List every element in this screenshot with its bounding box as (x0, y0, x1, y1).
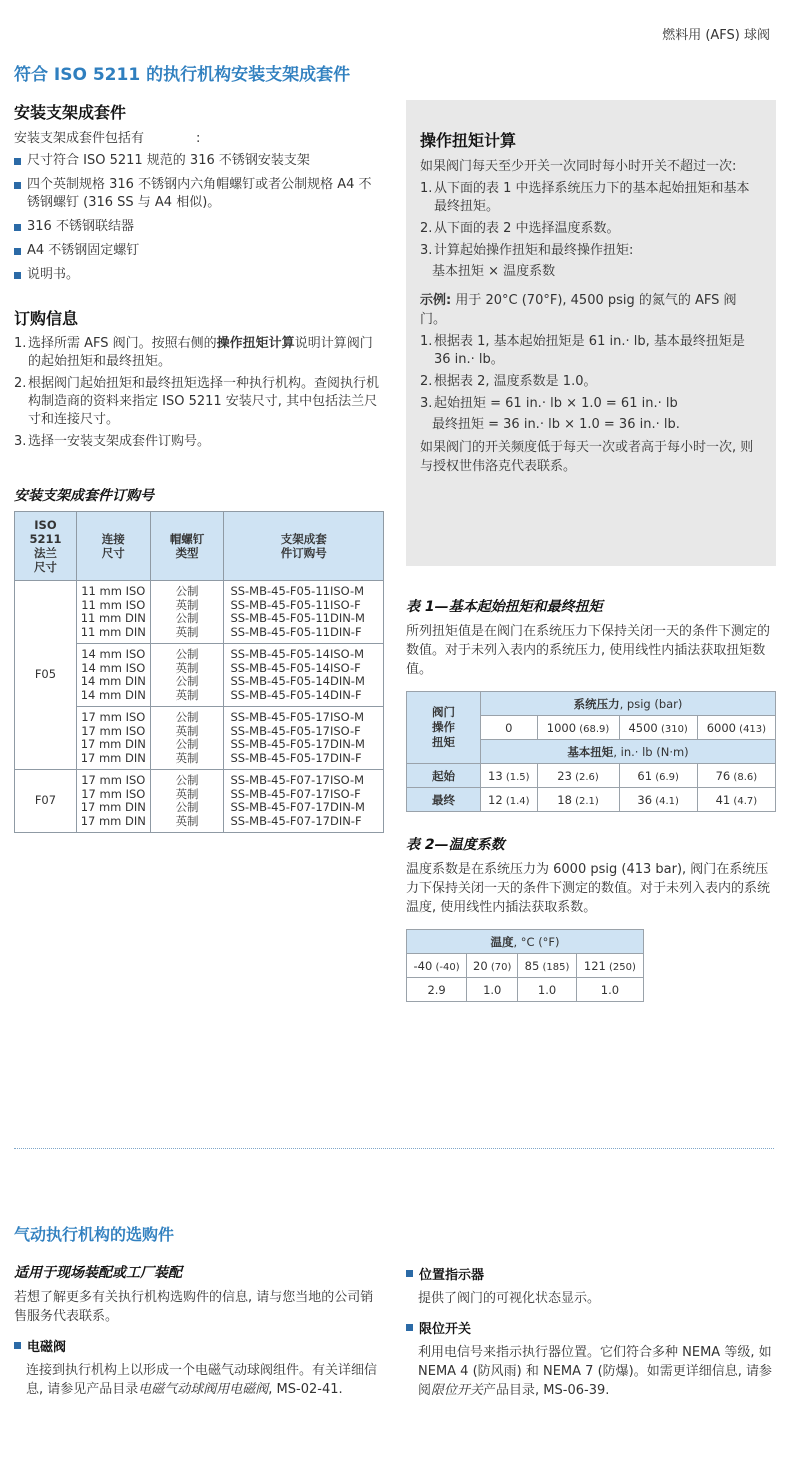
torque-value (619, 764, 697, 788)
bullet-square-icon (406, 1324, 413, 1331)
ordering-step (14, 335, 384, 371)
example-text: 用于 20°C (70°F), 4500 psig 的氮气的 AFS 阀门。 (420, 293, 737, 327)
torque-value (619, 788, 697, 812)
bullet-square-icon (14, 224, 21, 231)
kit-intro: 安装支架成套件包括有 : (14, 131, 201, 146)
screw-types: 公制 英制 公制 英制 (150, 644, 224, 707)
step-number: 3. (14, 434, 27, 449)
torque-value (697, 788, 775, 812)
bullet-square-icon (14, 1342, 21, 1349)
connection-sizes: 14 mm ISO 14 mm ISO 14 mm DIN 14 mm DIN (76, 644, 150, 707)
ordering-numbers: SS-MB-45-F07-17ISO-M SS-MB-45-F07-17ISO-F SS-MB-45-F07-17DIN-M SS-MB-45-F07-17DIN-F (224, 770, 384, 833)
torque-table (406, 691, 776, 812)
ordering-step (14, 433, 384, 451)
torque-inlb: 12 (488, 792, 503, 807)
torque-inlb: 18 (557, 792, 572, 807)
calc-formula: 基本扭矩 × 温度系数 (432, 264, 556, 279)
temperature-factor: 1.0 (518, 978, 577, 1002)
torque-row (407, 788, 776, 812)
step-text-post: 说明计算阀门的起始扭矩和最终扭矩。 (28, 336, 373, 369)
kit-item-text: 说明书。 (27, 267, 80, 282)
ordering-numbers: SS-MB-45-F05-17ISO-M SS-MB-45-F05-17ISO-F SS-MB-45-F05-17DIN-M SS-MB-45-F05-17DIN-F (224, 707, 384, 770)
order-table-row (15, 581, 384, 644)
torque-unit: , in.· lb (N·m) (613, 744, 689, 759)
flange-size: F07 (15, 770, 77, 833)
table1-desc: 所列扭矩值是在阀门在系统压力下保持关闭一天的条件下测定的数值。对于未列入表内的系统压力, 使用线性内插法获取扭矩数值。 (406, 624, 771, 677)
torque-row-header: 阀门 操作 扭矩 (407, 692, 481, 764)
temperature-header (407, 930, 644, 954)
step-number: 3. (420, 396, 433, 411)
torque-row-label: 起始 (407, 764, 481, 788)
step-number: 1. (14, 336, 27, 351)
calc-step (420, 220, 762, 238)
left-column (14, 100, 384, 833)
torque-nm: (2.1) (571, 795, 599, 807)
torque-inlb: 41 (715, 792, 731, 807)
step-number: 2. (14, 376, 27, 391)
step-text: 根据表 2, 温度系数是 1.0。 (434, 374, 597, 389)
table2-desc: 温度系数是在系统压力为 6000 psig (413 bar), 阀门在系统压力下保持关闭一天的条件下测定的数值。对于未列入表内的系统温度, 使用线性内插法获取系数。 (406, 862, 771, 915)
pressure-value (697, 716, 775, 740)
pressure-value (537, 716, 619, 740)
temperature-c: 20 (473, 958, 488, 973)
calc-step (420, 180, 762, 216)
example-step (420, 395, 762, 413)
temperature-table (406, 929, 644, 1002)
torque-value (537, 764, 619, 788)
kit-item-text: A4 不锈钢固定螺钉 (27, 243, 140, 258)
torque-nm: (8.6) (730, 771, 758, 783)
temperature-value (576, 954, 643, 978)
torque-nm: (4.1) (652, 795, 679, 807)
torque-inlb: 76 (715, 768, 731, 783)
pressure-psig: 6000 (706, 720, 736, 735)
kit-list-item (14, 242, 384, 260)
bullet-square-icon (14, 182, 21, 189)
torque-inlb: 36 (637, 792, 653, 807)
torque-calc-box (406, 100, 776, 566)
connection-sizes: 17 mm ISO 17 mm ISO 17 mm DIN 17 mm DIN (76, 707, 150, 770)
temperature-value (467, 954, 518, 978)
step-text (28, 433, 210, 451)
pressure-psig: 1000 (546, 720, 577, 735)
limit-catalog-ref: 限位开关 (431, 1383, 484, 1398)
torque-value (481, 788, 538, 812)
kit-item-text: 316 不锈钢联结器 (27, 219, 134, 234)
solenoid-heading (14, 1336, 384, 1355)
torque-row-label: 最终 (407, 788, 481, 812)
torque-value (697, 764, 775, 788)
order-table-row (15, 770, 384, 833)
torque-nm: (4.7) (730, 795, 758, 807)
example-steps (420, 333, 762, 413)
pressure-unit: , psig (bar) (619, 696, 683, 711)
temperature-factor: 2.9 (407, 978, 467, 1002)
torque-nm: (1.4) (502, 795, 530, 807)
temperature-f: (250) (605, 961, 636, 973)
field-assembly-text: 若想了解更多有关执行机构选购件的信息, 请与您当地的公司销售服务代表联系。 (14, 1290, 374, 1324)
field-assembly-title: 适用于现场装配或工厂装配 (14, 1265, 182, 1281)
limit-heading (406, 1318, 776, 1337)
options-right (406, 1262, 776, 1400)
kit-list-item (14, 176, 384, 212)
position-heading (406, 1264, 776, 1283)
pressure-label: 系统压力 (573, 696, 620, 711)
table1-title: 表 1—基本起始扭矩和最终扭矩 (406, 599, 603, 615)
temperature-f: (70) (487, 961, 512, 973)
temperature-value (407, 954, 467, 978)
torque-inlb: 13 (488, 768, 503, 783)
example-label: 示例: (420, 293, 452, 308)
step-number: 1. (420, 334, 433, 349)
pressure-bar: (68.9) (576, 723, 610, 735)
torque-calc-heading: 操作扭矩计算 (420, 131, 517, 150)
pressure-bar: (310) (657, 723, 688, 735)
header-category: 燃料用 (AFS) 球阀 (662, 28, 770, 43)
order-table-header: ISO 5211 法兰 尺寸 (15, 512, 77, 581)
torque-inlb: 61 (637, 768, 653, 783)
pressure-psig: 4500 (628, 720, 658, 735)
example-line (420, 291, 762, 329)
temperature-unit: , °C (°F) (513, 934, 560, 949)
step-number: 2. (420, 221, 433, 236)
step-text-pre: 选择一安装支架成套件订购号。 (28, 434, 211, 449)
step-text-pre: 根据阀门起始扭矩和最终扭矩选择一种执行机构。查阅执行机构制造商的资料来指定 ISO 5211 安装尺寸, 其中包括法兰尺寸和连接尺寸。 (28, 376, 380, 427)
torque-nm: (6.9) (652, 771, 679, 783)
ordering-numbers: SS-MB-45-F05-14ISO-M SS-MB-45-F05-14ISO-F SS-MB-45-F05-14DIN-M SS-MB-45-F05-14DIN-F (224, 644, 384, 707)
torque-calc-intro: 如果阀门每天至少开关一次同时每小时开关不超过一次: (420, 159, 737, 174)
right-column (406, 100, 776, 1002)
torque-nm: (1.5) (502, 771, 530, 783)
torque-subheader (481, 740, 776, 764)
limit-text-pre: 利用电信号来指示执行器位置。它们符合多种 NEMA 等级, 如 NEMA 4 (防风雨) 和 NEMA 7 (防爆)。如需更详细信息, 请参阅 (418, 1345, 772, 1398)
step-number: 1. (420, 181, 433, 196)
kit-list-item (14, 218, 384, 236)
position-text: 提供了阀门的可视化状态显示。 (418, 1291, 601, 1306)
limit-title: 限位开关 (419, 1322, 472, 1337)
bullet-square-icon (14, 158, 21, 165)
torque-label: 基本扭矩 (567, 744, 614, 759)
kit-item-list (14, 152, 384, 284)
example-final-line: 最终扭矩 = 36 in.· lb × 1.0 = 36 in.· lb. (432, 417, 680, 432)
step-text (28, 335, 384, 371)
table2-title: 表 2—温度系数 (406, 837, 505, 853)
temperature-factor: 1.0 (576, 978, 643, 1002)
limit-text (406, 1343, 776, 1400)
ordering-heading: 订购信息 (14, 309, 79, 328)
pressure-value (481, 716, 538, 740)
solenoid-catalog-ref: 电磁气动球阀用电磁阀 (138, 1382, 269, 1397)
order-table-header: 帽螺钉 类型 (150, 512, 224, 581)
step-text-bold: 操作扭矩计算 (216, 336, 295, 351)
step-text: 计算起始操作扭矩和最终操作扭矩: (434, 243, 634, 258)
order-table-header: 连接 尺寸 (76, 512, 150, 581)
bullet-square-icon (14, 272, 21, 279)
step-number: 2. (420, 374, 433, 389)
connection-sizes: 11 mm ISO 11 mm ISO 11 mm DIN 11 mm DIN (76, 581, 150, 644)
solenoid-text-post: , MS-02-41. (268, 1382, 343, 1397)
torque-inlb: 23 (557, 768, 572, 783)
step-text: 根据表 1, 基本起始扭矩是 61 in.· lb, 基本最终扭矩是 36 in.· lb。 (434, 334, 745, 367)
step-number: 3. (420, 243, 433, 258)
calc-step (420, 242, 762, 260)
torque-value (481, 764, 538, 788)
temperature-c: 85 (524, 958, 540, 973)
temperature-c: 121 (583, 958, 606, 973)
example-step (420, 333, 762, 369)
flange-size: F05 (15, 581, 77, 770)
pressure-value (619, 716, 697, 740)
calc-note: 如果阀门的开关频度低于每天一次或者高于每小时一次, 则与授权世伟洛克代表联系。 (420, 440, 754, 474)
kit-item-text: 四个英制规格 316 不锈钢内六角帽螺钉或者公制规格 A4 不锈钢螺钉 (316 SS 与 A4 相似)。 (27, 177, 372, 210)
step-text-pre: 选择所需 AFS 阀门。按照右侧的 (28, 336, 217, 351)
step-text (28, 375, 384, 429)
position-title: 位置指示器 (419, 1268, 485, 1283)
pressure-psig: 0 (505, 720, 513, 735)
torque-nm: (2.6) (571, 771, 599, 783)
temperature-factor: 1.0 (467, 978, 518, 1002)
ordering-steps (14, 335, 384, 451)
temperature-c: -40 (413, 958, 433, 973)
solenoid-title: 电磁阀 (27, 1340, 67, 1355)
ordering-numbers: SS-MB-45-F05-11ISO-M SS-MB-45-F05-11ISO-F SS-MB-45-F05-11DIN-M SS-MB-45-F05-11DIN-F (224, 581, 384, 644)
ordering-step (14, 375, 384, 429)
screw-types: 公制 英制 公制 英制 (150, 770, 224, 833)
temperature-f: (185) (539, 961, 570, 973)
order-table (14, 511, 384, 833)
screw-types: 公制 英制 公制 英制 (150, 581, 224, 644)
step-text: 从下面的表 1 中选择系统压力下的基本起始扭矩和基本最终扭矩。 (434, 181, 750, 214)
kit-list-item (14, 266, 384, 284)
pressure-header (481, 692, 776, 716)
temperature-value (518, 954, 577, 978)
kit-item-text: 尺寸符合 ISO 5211 规范的 316 不锈钢安装支架 (27, 153, 310, 168)
example-step (420, 373, 762, 391)
section-divider (14, 1148, 774, 1149)
pressure-bar: (413) (735, 723, 767, 735)
kit-list-item (14, 152, 384, 170)
kit-heading: 安装支架成套件 (14, 103, 127, 122)
solenoid-text-pre: 连接到执行机构上以形成一个电磁气动球阀组件。有关详细信息, 请参见产品目录 (26, 1363, 378, 1397)
page-title: 符合 ISO 5211 的执行机构安装支架成套件 (14, 65, 351, 85)
limit-text-post: 产品目录, MS-06-39. (483, 1383, 610, 1398)
calc-steps (420, 180, 762, 260)
options-title: 气动执行机构的选购件 (14, 1225, 175, 1244)
step-text: 起始扭矩 = 61 in.· lb × 1.0 = 61 in.· lb (434, 396, 678, 411)
bullet-square-icon (406, 1270, 413, 1277)
order-table-header: 支架成套 件订购号 (224, 512, 384, 581)
connection-sizes: 17 mm ISO 17 mm ISO 17 mm DIN 17 mm DIN (76, 770, 150, 833)
options-left (14, 1262, 384, 1399)
torque-value (537, 788, 619, 812)
screw-types: 公制 英制 公制 英制 (150, 707, 224, 770)
torque-row (407, 764, 776, 788)
solenoid-text (14, 1361, 384, 1399)
temperature-f: (-40) (432, 961, 460, 973)
step-text: 从下面的表 2 中选择温度系数。 (434, 221, 620, 236)
bullet-square-icon (14, 248, 21, 255)
order-table-title: 安装支架成套件订购号 (14, 488, 154, 504)
temperature-label: 温度 (490, 934, 514, 949)
